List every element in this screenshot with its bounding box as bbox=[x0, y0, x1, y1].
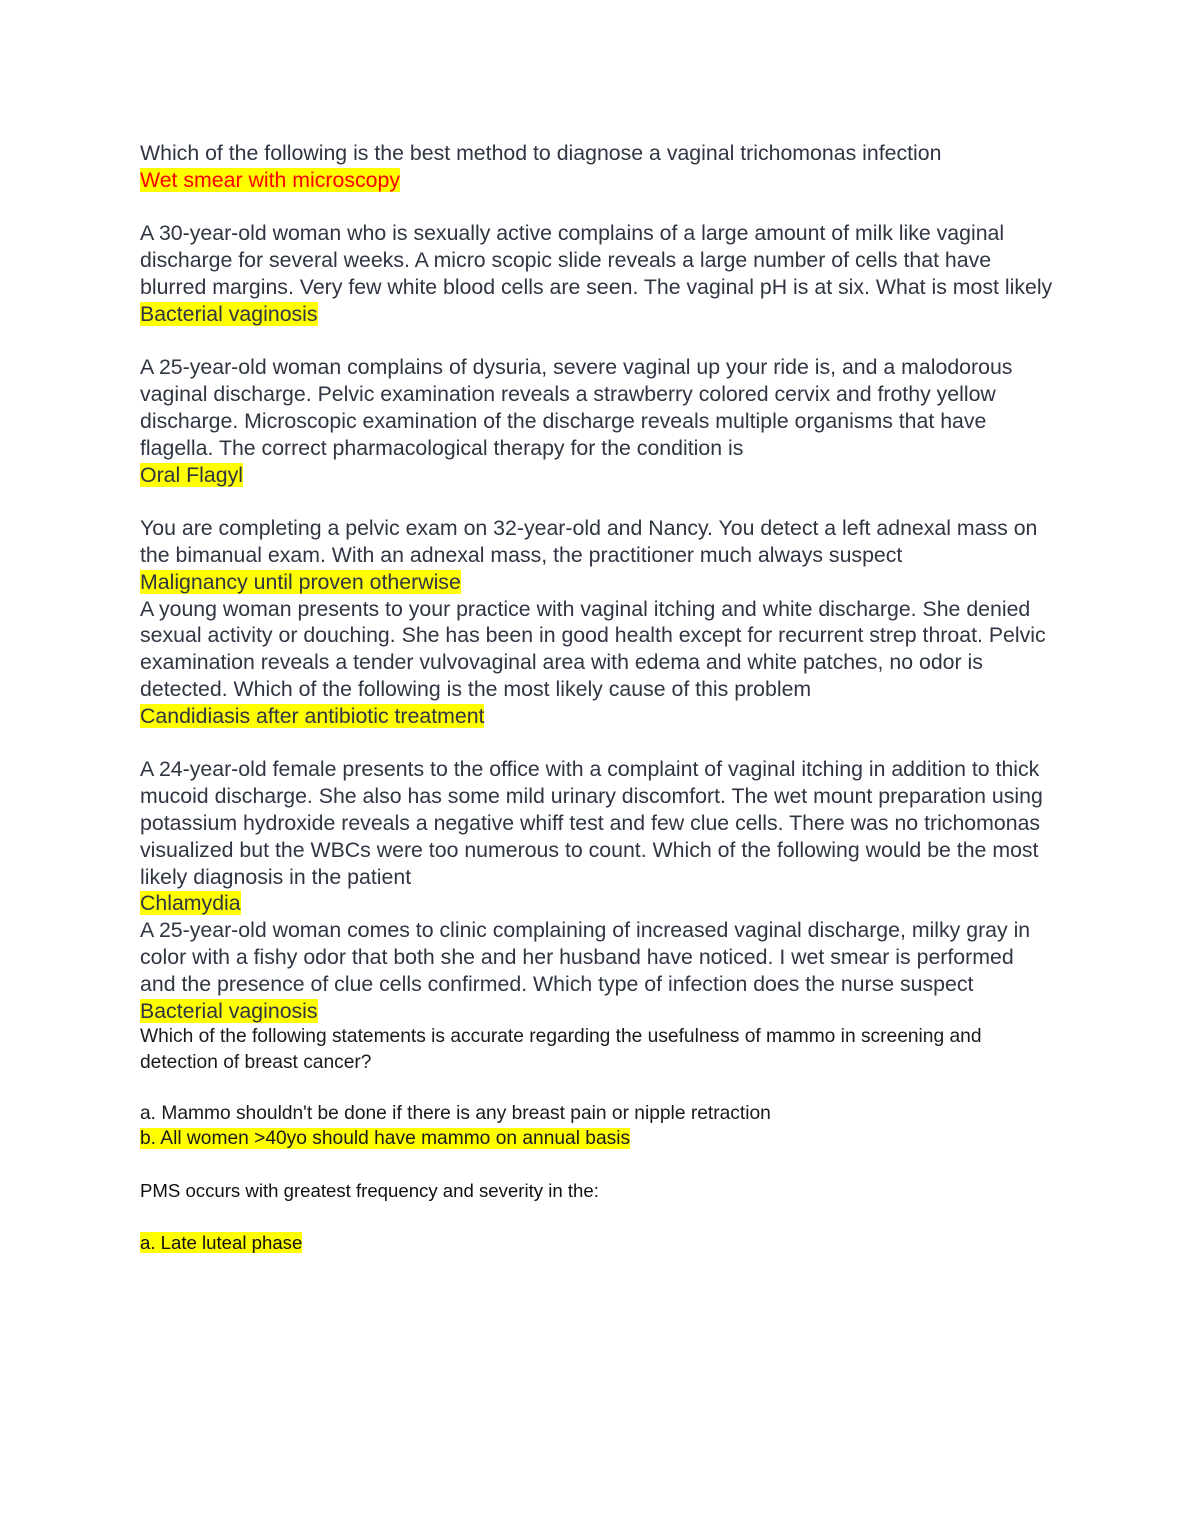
answer-highlight: b. All women >40yo should have mammo on annual basis bbox=[140, 1127, 631, 1149]
question-text: PMS occurs with greatest frequency and severity in the: bbox=[140, 1180, 599, 1202]
question-text: You are completing a pelvic exam on 32-year-old and Nancy. You detect a left adnexal mass on the bimanual exam. With an adnexal mass, the practitioner much always suspect bbox=[140, 516, 1038, 567]
answer-highlight: Wet smear with microscopy bbox=[140, 167, 400, 192]
question-text: A young woman presents to your practice with vaginal itching and white discharge. She denied sexual activity or douching. She has been in good health except for recurrent strep throat. Pelvic examination reveals a tender vulvovaginal area with edema and white patches, no odor is detected. Which of the following is the most likely cause of this problem bbox=[140, 596, 1046, 701]
question-text: A 25-year-old woman complains of dysuria, severe vaginal up your ride is, and a malodorous vaginal discharge. Pelvic examination reveals a strawberry colored cervix and frothy yellow discharge. Microscopic examination of the discharge reveals multiple organisms that have flagella. The correct pharmacological therapy for the condition is bbox=[140, 355, 1013, 460]
question-text: Which of the following is the best method to diagnose a vaginal trichomonas infection bbox=[140, 141, 942, 165]
question-text: A 25-year-old woman comes to clinic complaining of increased vaginal discharge, milky gray in color with a fishy odor that both she and her husband have noticed. I wet smear is performed and the presence of clue cells confirmed. Which type of infection does the nurse suspect bbox=[140, 918, 1031, 996]
answer-highlight: Malignancy until proven otherwise bbox=[140, 569, 461, 594]
answer-highlight: Bacterial vaginosis bbox=[140, 301, 318, 326]
answer-highlight: Bacterial vaginosis bbox=[140, 998, 318, 1023]
question-text: A 24-year-old female presents to the office with a complaint of vaginal itching in addition to thick mucoid discharge. She also has some mild urinary discomfort. The wet mount preparation using potassium hydroxide reveals a negative whiff test and few clue cells. There was no trichomonas visualized but the WBCs were too numerous to count. Which of the following would be the most likely diagnosis in the patient bbox=[140, 757, 1043, 889]
document-page bbox=[140, 140, 1055, 1255]
answer-highlight: Oral Flagyl bbox=[140, 462, 243, 487]
question-text: A 30-year-old woman who is sexually active complains of a large amount of milk like vaginal discharge for several weeks. A micro scopic slide reveals a large number of cells that have blurred margins. Very few white blood cells are seen. The vaginal pH is at six. What is most likely bbox=[140, 221, 1053, 299]
answer-highlight: Candidiasis after antibiotic treatment bbox=[140, 703, 485, 728]
answer-highlight: a. Late luteal phase bbox=[140, 1232, 303, 1254]
option-text: a. Mammo shouldn't be done if there is any breast pain or nipple retraction bbox=[140, 1102, 771, 1124]
question-text: Which of the following statements is accurate regarding the usefulness of mammo in screening and detection of breast cancer? bbox=[140, 1026, 982, 1073]
answer-highlight: Chlamydia bbox=[140, 891, 241, 916]
